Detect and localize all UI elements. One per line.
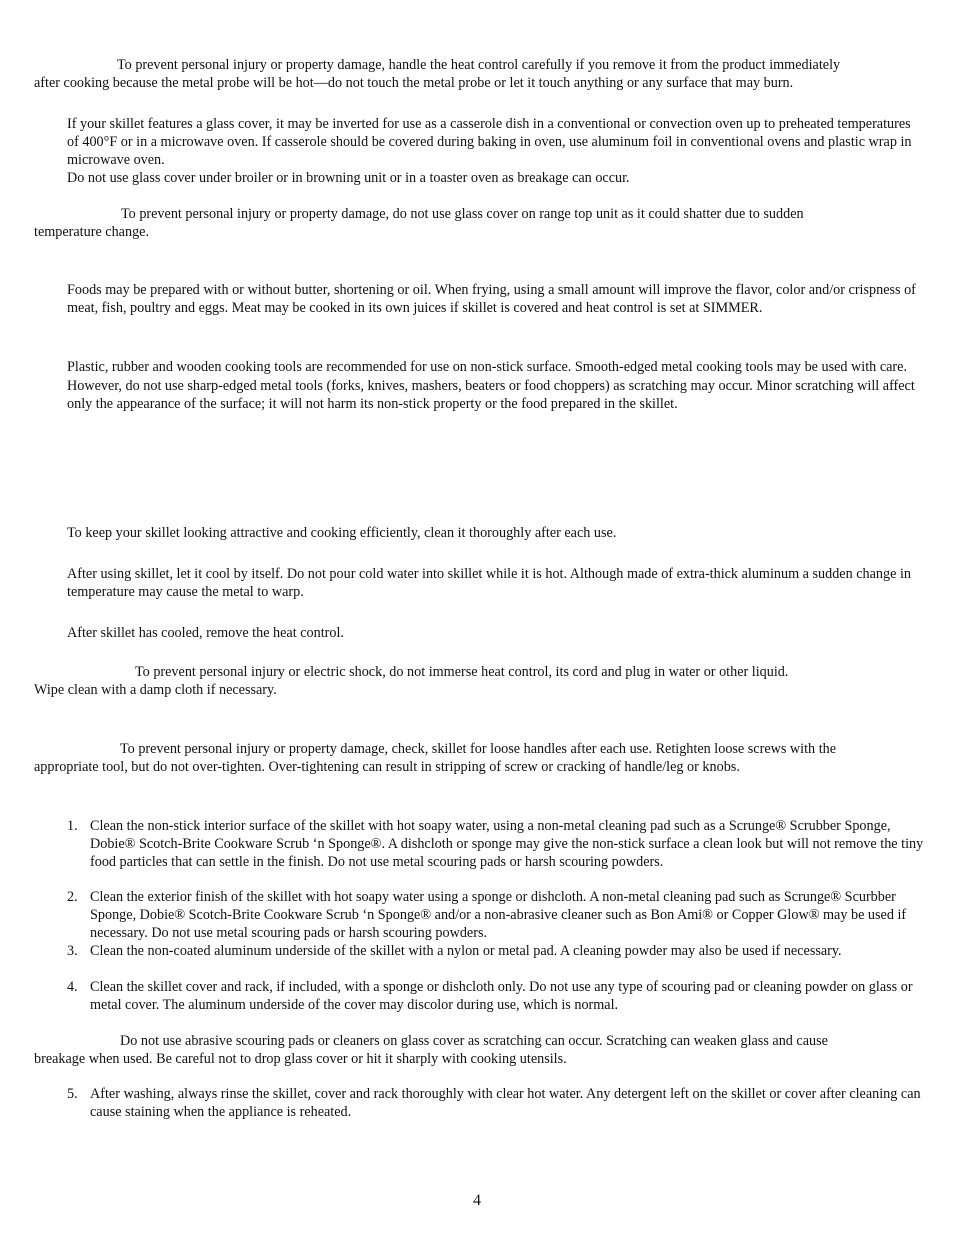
warning-probe-line2: after cooking because the metal probe will be hot—do not touch the metal probe or let it touch anything or any surface that may burn. [34, 75, 794, 91]
warning-range-top [34, 205, 924, 241]
warning-probe-line1: To prevent personal injury or property damage, handle the heat control carefully if you remove it from the product immediately [117, 57, 841, 73]
warning-probe [34, 56, 924, 92]
warning-range-line2: temperature change. [34, 224, 150, 240]
warning-loose-handles [34, 740, 924, 776]
foods-paragraph: Foods may be prepared with or without butter, shortening or oil. When frying, using a small amount will improve the flavor, color and/or crispness of meat, fish, poultry and eggs. Meat may be cooked in its own juices if skillet is covered and heat control is set at SIMMER. [67, 282, 916, 316]
cleaning-step-3 [67, 942, 924, 978]
cleaning-step-1 [67, 817, 924, 889]
step-text: After washing, always rinse the skillet, cover and rack thoroughly with clear hot water. Any detergent left on the skillet or cover after cleaning can cause staining when the appliance is reheated. [90, 1086, 921, 1120]
cleaning-step-5 [67, 1085, 924, 1121]
step-number: 1. [67, 818, 78, 834]
glass-cover-broiler-note: Do not use glass cover under broiler or in browning unit or in a toaster oven as breakage can occur. [67, 170, 630, 186]
warning-abrasive-line1: Do not use abrasive scouring pads or cleaners on glass cover as scratching can occur. Scratching can weaken glass and cause [120, 1033, 828, 1049]
page-number: 4 [473, 1192, 481, 1209]
cooking-tools-paragraph: Plastic, rubber and wooden cooking tools are recommended for use on non-stick surface. Smooth-edged metal cooking tools may be used with care. However, do not use sharp-edged metal tools (forks, knives, mashers, beaters or food choppers) as scratching may occur. Minor scratching will affect only the appearance of the surface; it will not harm its non-stick property or the food prepared in the skillet. [67, 359, 915, 412]
step-number: 5. [67, 1086, 78, 1102]
glass-cover-paragraph: If your skillet features a glass cover, it may be inverted for use as a casserole dish in a conventional or convection oven up to preheated temperatures of 400°F or in a microwave oven. If casserole should be covered during baking in oven, use aluminum foil in conventional ovens and plastic wrap in microwave oven. [67, 116, 912, 168]
cool-down-paragraph: After using skillet, let it cool by itself. Do not pour cold water into skillet while it is hot. Although made of extra-thick aluminum a sudden change in temperature may cause the metal to warp. [67, 566, 911, 600]
warning-range-line1: To prevent personal injury or property damage, do not use glass cover on range top unit as it could shatter due to sudden [121, 206, 804, 222]
cleaning-intro: To keep your skillet looking attractive and cooking efficiently, clean it thoroughly after each use. [67, 525, 617, 541]
warning-handles-line1: To prevent personal injury or property damage, check, skillet for loose handles after each use. Retighten loose screws with the [120, 741, 837, 757]
warning-abrasive [34, 1032, 924, 1068]
step-number: 4. [67, 979, 78, 995]
step-number: 2. [67, 889, 78, 905]
warning-abrasive-line2: breakage when used. Be careful not to drop glass cover or hit it sharply with cooking utensils. [34, 1051, 567, 1067]
warning-handles-line2: appropriate tool, but do not over-tighten. Over-tightening can result in stripping of screw or cracking of handle/leg or knobs. [34, 759, 740, 775]
step-text: Clean the skillet cover and rack, if included, with a sponge or dishcloth only. Do not use any type of scouring pad or cleaning powder on glass or metal cover. The aluminum underside of the cover may discolor during use, which is normal. [90, 979, 913, 1013]
step-text: Clean the non-stick interior surface of the skillet with hot soapy water, using a non-metal cleaning pad such as a Scrunge® Scrubber Sponge, Dobie® Scotch-Brite Cookware Scrub ‘n Sponge®. A dishcloth or sponge may give the non-stick surface a clean look but will not remove the tiny food particles that can settle in the finish. Do not use metal scouring pads or harsh scouring powders. [90, 818, 924, 870]
warning-shock-line1: To prevent personal injury or electric shock, do not immerse heat control, its cord and plug in water or other liquid. [135, 664, 789, 680]
warning-electric-shock [34, 663, 924, 699]
remove-heat-control: After skillet has cooled, remove the heat control. [67, 625, 344, 641]
step-text: Clean the non-coated aluminum underside of the skillet with a nylon or metal pad. A cleaning powder may also be used if necessary. [90, 943, 842, 959]
warning-shock-line2: Wipe clean with a damp cloth if necessary. [34, 682, 277, 698]
cleaning-step-2 [67, 888, 924, 942]
step-number: 3. [67, 943, 78, 959]
cleaning-step-4 [67, 978, 924, 1014]
step-text: Clean the exterior finish of the skillet with hot soapy water using a sponge or dishcloth. A non-metal cleaning pad such as Scrunge® Scurbber Sponge, Dobie® Scotch-Brite Cookware Scrub ‘n Sponge® and/or a non-abrasive cleaner such as Bon Ami® or Copper Glow® may be used if necessary. Do not use metal scouring pads or harsh scouring powders. [90, 889, 907, 941]
